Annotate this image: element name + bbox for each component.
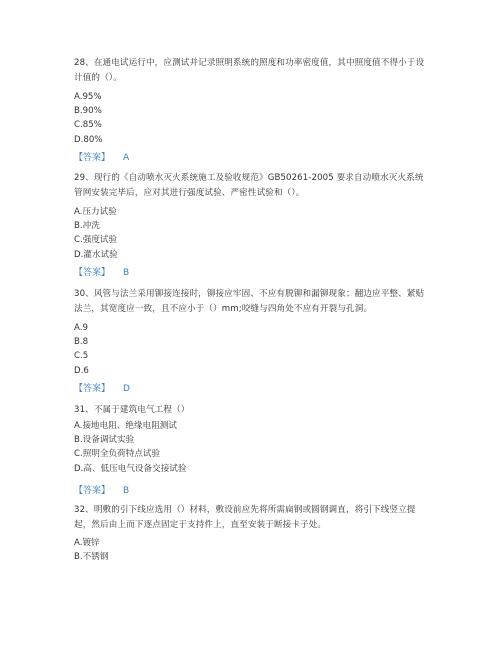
option-b: B.不锈钢 — [74, 552, 109, 563]
option-b: B.8 — [74, 337, 89, 348]
question-31 — [74, 403, 428, 476]
option-b: B.冲洗 — [74, 221, 100, 232]
answer-value: B — [123, 486, 130, 496]
option-d: D.80% — [74, 134, 103, 145]
question-28 — [74, 56, 428, 147]
option-c: C.照明全负荷特点试验 — [74, 449, 161, 460]
option-d: D.6 — [74, 365, 89, 376]
answer-label: 【答案】 — [74, 486, 111, 496]
answer-value: A — [123, 153, 130, 163]
question-stem: 29、现行的《自动喷水灭火系统施工及验收规范》GB50261-2005 要求自动喷水灭火系统管网安装完毕后，应对其进行强度试验、严密性试验和（）。 — [74, 173, 424, 198]
option-c: C.85% — [74, 120, 102, 131]
option-b: B.90% — [74, 106, 102, 117]
option-a: A.95% — [74, 92, 102, 102]
answer-30 — [74, 381, 130, 394]
answer-28 — [74, 150, 129, 163]
question-30 — [74, 287, 428, 378]
question-stem: 31、不属于建筑电气工程（） — [74, 405, 190, 415]
option-a: A.接地电阻、绝缘电阻测试 — [74, 421, 177, 431]
question-stem: 30、风管与法兰采用铆接连接时，铆接应牢固、不应有脱铆和漏铆现象；翻边应平整、紧贴法兰，其宽度应一致，且不应小于（）mm;咬缝与四角处不应有开裂与孔洞。 — [74, 289, 425, 314]
question-stem: 32、明敷的引下线应选用（）材料，敷设前应先将所需扁钢或圆钢调直，将引下线竖立提起，然后由上而下逐点固定于支持件上，直至安装于断接卡子处。 — [74, 505, 416, 530]
question-29 — [74, 171, 428, 262]
option-a: A.压力试验 — [74, 207, 117, 217]
answer-31 — [74, 483, 129, 496]
answer-29 — [74, 265, 129, 278]
option-a: A.镀锌 — [74, 538, 100, 548]
question-stem: 28、在通电试运行中，应测试并记录照明系统的照度和功率密度值，其中照度值不得小于设计值的（）。 — [74, 58, 425, 83]
option-d: D.高、低压电气设备交接试验 — [74, 463, 187, 474]
option-b: B.设备调试实验 — [74, 435, 135, 446]
answer-label: 【答案】 — [74, 153, 111, 163]
option-c: C.强度试验 — [74, 235, 118, 246]
option-c: C.5 — [74, 351, 89, 362]
option-d: D.灌水试验 — [74, 249, 118, 260]
answer-value: B — [123, 268, 130, 278]
question-32 — [74, 503, 428, 564]
option-a: A.9 — [74, 323, 88, 333]
answer-label: 【答案】 — [74, 384, 111, 394]
answer-value: D — [123, 384, 130, 394]
answer-label: 【答案】 — [74, 268, 111, 278]
